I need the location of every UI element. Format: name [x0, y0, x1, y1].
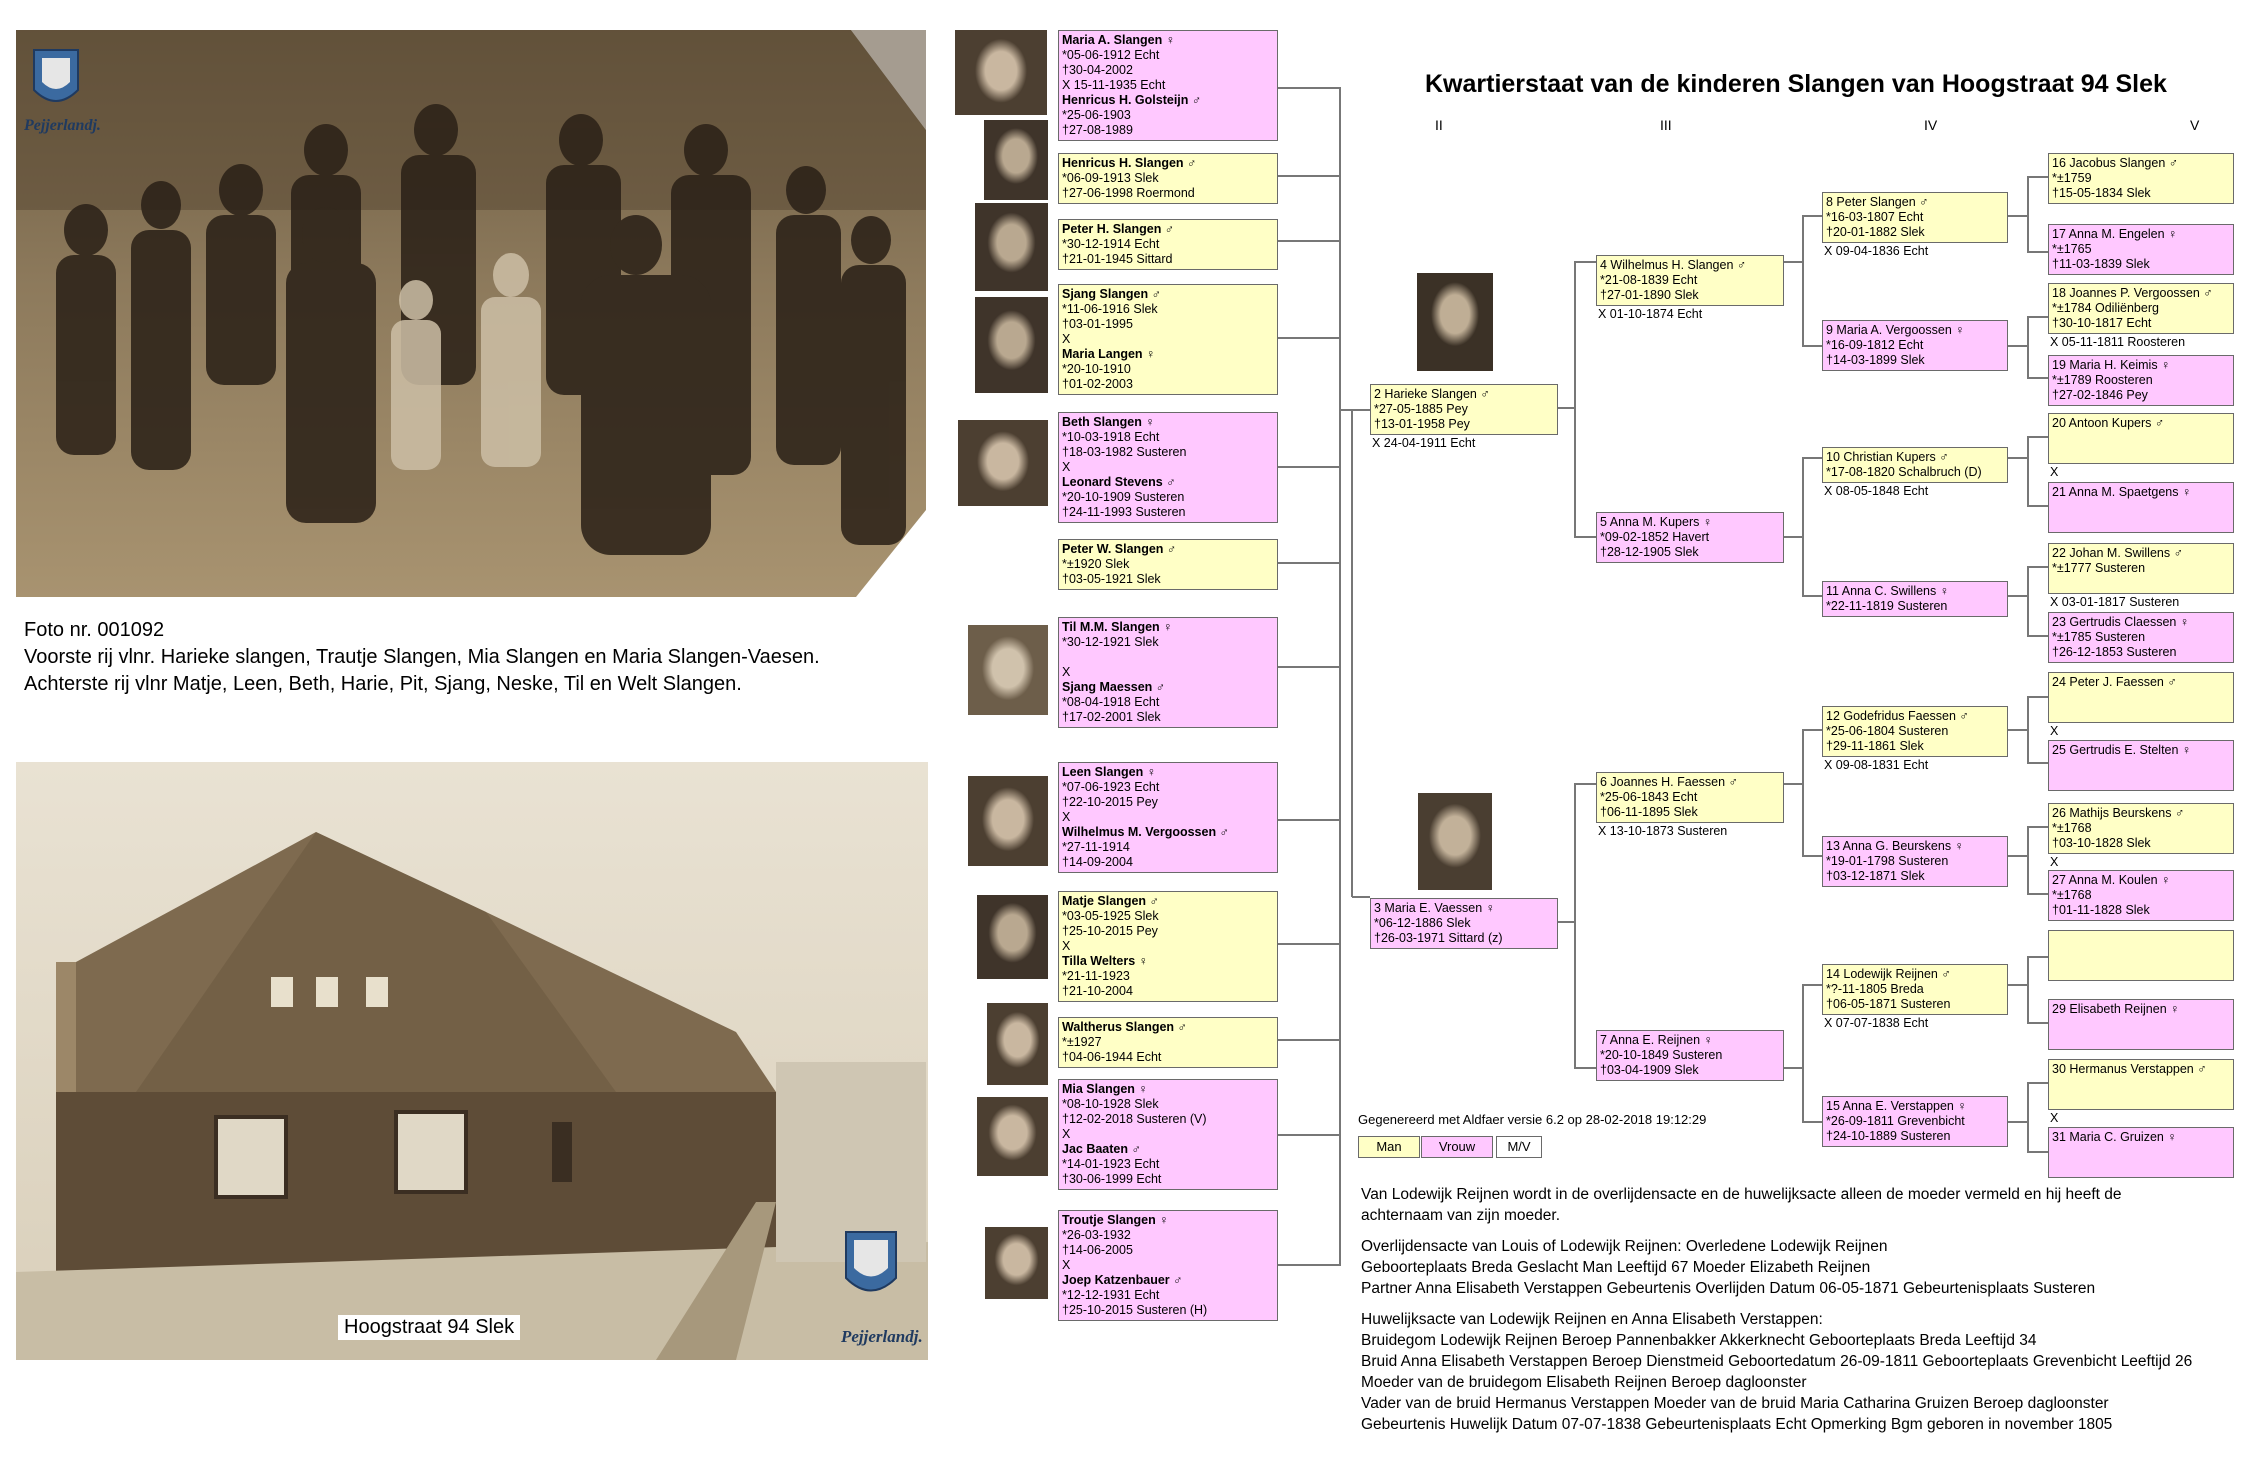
- portrait-thumbnail: [968, 776, 1048, 866]
- person-detail: †20-01-1882 Slek: [1826, 225, 1925, 239]
- child-box[interactable]: [1058, 30, 1278, 141]
- person-name: 12 Godefridus Faessen ♂: [1826, 709, 1969, 723]
- gen5-ancestor-box[interactable]: [2048, 999, 2234, 1050]
- person-detail: †04-06-1944 Echt: [1062, 1050, 1162, 1064]
- person-detail: †01-02-2003: [1062, 377, 1133, 391]
- marriage-date: X 07-07-1838 Echt: [1824, 1016, 1929, 1030]
- logo-text: Pejjerlandj.: [841, 1327, 923, 1346]
- child-box[interactable]: [1058, 762, 1278, 873]
- person-detail: †06-11-1895 Slek: [1600, 805, 1698, 819]
- person-name: 31 Maria C. Gruizen ♀: [2052, 1130, 2177, 1144]
- person-detail: †24-11-1993 Susteren: [1062, 505, 1186, 519]
- person-name: Matje Slangen ♂: [1062, 894, 1159, 908]
- grandparent-box[interactable]: [1596, 512, 1784, 563]
- note-line: Vader van de bruid Hermanus Verstappen Moeder van de bruid Maria Catharina Gruizen Beroep dagloonster: [1361, 1395, 2109, 1412]
- person-detail: X: [1062, 665, 1071, 679]
- gen5-ancestor-box[interactable]: [2048, 482, 2234, 533]
- person-detail: X: [1062, 460, 1071, 474]
- person-name: 8 Peter Slangen ♂: [1826, 195, 1929, 209]
- person-name: 13 Anna G. Beurskens ♀: [1826, 839, 1964, 853]
- person-detail: *16-03-1807 Echt: [1826, 210, 1924, 224]
- person-name: 5 Anna M. Kupers ♀: [1600, 515, 1713, 529]
- generation-label-iv: IV: [1924, 117, 1938, 133]
- person-name: 20 Antoon Kupers ♂: [2052, 416, 2165, 430]
- person-name: 29 Elisabeth Reijnen ♀: [2052, 1002, 2180, 1016]
- great-grandparent-box[interactable]: [1822, 320, 2008, 371]
- person-name: 4 Wilhelmus H. Slangen ♂: [1600, 258, 1747, 272]
- caption-front-row: Voorste rij vlnr. Harieke slangen, Trautje Slangen, Mia Slangen en Maria Slangen-Vaesen.: [24, 646, 820, 668]
- note-line: Van Lodewijk Reijnen wordt in de overlijdensacte en de huwelijksacte alleen de moeder vermeld en hij heeft de: [1361, 1186, 2122, 1203]
- child-box[interactable]: [1058, 1210, 1278, 1321]
- person-detail: *±1927: [1062, 1035, 1102, 1049]
- person-detail: X: [1062, 1127, 1071, 1141]
- person-name: 16 Jacobus Slangen ♂: [2052, 156, 2179, 170]
- note-paragraph: [1361, 1184, 2122, 1226]
- person-detail: *27-05-1885 Pey: [1374, 402, 1468, 416]
- person-detail: †17-02-2001 Slek: [1062, 710, 1161, 724]
- person-detail: *±1784 Odiliënberg: [2052, 301, 2159, 315]
- child-box[interactable]: [1058, 412, 1278, 523]
- person-detail: †27-01-1890 Slek: [1600, 288, 1699, 302]
- person-name: 25 Gertrudis E. Stelten ♀: [2052, 743, 2192, 757]
- person-detail: Jac Baaten ♂: [1062, 1142, 1141, 1156]
- page-title: Kwartierstaat van de kinderen Slangen van Hoogstraat 94 Slek: [1425, 70, 2167, 98]
- parent-box[interactable]: [1370, 384, 1558, 435]
- person-detail: †27-02-1846 Pey: [2052, 388, 2148, 402]
- person-detail: †30-06-1999 Echt: [1062, 1172, 1162, 1186]
- child-box[interactable]: [1058, 1079, 1278, 1190]
- person-name: Beth Slangen ♀: [1062, 415, 1155, 429]
- person-detail: Joep Katzenbauer ♂: [1062, 1273, 1183, 1287]
- great-grandparent-box[interactable]: [1822, 836, 2008, 887]
- person-detail: †03-05-1921 Slek: [1062, 572, 1161, 586]
- person-name: 19 Maria H. Keimis ♀: [2052, 358, 2171, 372]
- person-detail: *30-12-1914 Echt: [1062, 237, 1160, 251]
- person-detail: *10-03-1918 Echt: [1062, 430, 1160, 444]
- generation-label-iii: III: [1660, 117, 1672, 133]
- portrait-thumbnail: [985, 1227, 1048, 1299]
- person-detail: *14-01-1923 Echt: [1062, 1157, 1160, 1171]
- person-detail: *?-11-1805 Breda: [1826, 982, 1924, 996]
- gen5-ancestor-box[interactable]: [2048, 612, 2234, 663]
- person-detail: *27-11-1914: [1062, 840, 1130, 854]
- person-name: Peter H. Slangen ♂: [1062, 222, 1175, 236]
- person-detail: *±1785 Susteren: [2052, 630, 2146, 644]
- person-detail: †25-10-2015 Susteren (H): [1062, 1303, 1208, 1317]
- marriage-date: X: [2050, 465, 2059, 479]
- marriage-date: X: [2050, 855, 2059, 869]
- person-detail: *20-10-1909 Susteren: [1062, 490, 1185, 504]
- person-name: 6 Joannes H. Faessen ♂: [1600, 775, 1738, 789]
- person-detail: †11-03-1839 Slek: [2052, 257, 2150, 271]
- gen5-ancestor-box[interactable]: [2048, 543, 2234, 594]
- person-name: 3 Maria E. Vaessen ♀: [1374, 901, 1496, 915]
- person-detail: *25-06-1843 Echt: [1600, 790, 1698, 804]
- gen5-ancestor-box[interactable]: [2048, 930, 2234, 981]
- person-detail: *26-09-1811 Grevenbicht: [1826, 1114, 1965, 1128]
- gen5-ancestor-box[interactable]: [2048, 413, 2234, 464]
- portrait-thumbnail: [987, 1003, 1048, 1085]
- person-detail: *19-01-1798 Susteren: [1826, 854, 1949, 868]
- person-detail: †30-04-2002: [1062, 63, 1133, 77]
- person-detail: *17-08-1820 Schalbruch (D): [1826, 465, 1982, 479]
- person-detail: †28-12-1905 Slek: [1600, 545, 1699, 559]
- caption-back-row: Achterste rij vlnr Matje, Leen, Beth, Harie, Pit, Sjang, Neske, Til en Welt Slangen.: [24, 673, 742, 695]
- photo-number: Foto nr. 001092: [24, 619, 165, 641]
- great-grandparent-box[interactable]: [1822, 964, 2008, 1015]
- gen5-ancestor-box[interactable]: [2048, 1059, 2234, 1110]
- child-box[interactable]: [1058, 539, 1278, 590]
- person-detail: †03-12-1871 Slek: [1826, 869, 1925, 883]
- gen5-ancestor-box[interactable]: [2048, 803, 2234, 854]
- person-detail: *06-09-1913 Slek: [1062, 171, 1159, 185]
- person-detail: †27-06-1998 Roermond: [1062, 186, 1195, 200]
- person-detail: [1062, 650, 1274, 665]
- note-line: Partner Anna Elisabeth Verstappen Gebeurtenis Overlijden Datum 06-05-1871 Gebeurtenisplaats Susteren: [1361, 1280, 2096, 1297]
- person-detail: *±1920 Slek: [1062, 557, 1130, 571]
- child-box[interactable]: [1058, 153, 1278, 204]
- person-detail: X: [1062, 810, 1071, 824]
- parent-box[interactable]: [1370, 898, 1558, 949]
- person-detail: *09-02-1852 Havert: [1600, 530, 1710, 544]
- person-name: 9 Maria A. Vergoossen ♀: [1826, 323, 1965, 337]
- great-grandparent-box[interactable]: [1822, 192, 2008, 243]
- person-detail: †06-05-1871 Susteren: [1826, 997, 1951, 1011]
- person-name: 2 Harieke Slangen ♂: [1374, 387, 1490, 401]
- person-detail: †03-04-1909 Slek: [1600, 1063, 1699, 1077]
- person-detail: *±1789 Roosteren: [2052, 373, 2153, 387]
- person-name: Mia Slangen ♀: [1062, 1082, 1148, 1096]
- gen5-ancestor-box[interactable]: [2048, 283, 2234, 334]
- note-line: Overlijdensacte van Louis of Lodewijk Reijnen: Overledene Lodewijk Reijnen: [1361, 1238, 1888, 1255]
- person-name: 23 Gertrudis Claessen ♀: [2052, 615, 2190, 629]
- person-detail: †22-10-2015 Pey: [1062, 795, 1158, 809]
- logo-text: Pejjerlandj.: [24, 117, 101, 134]
- person-name: 10 Christian Kupers ♂: [1826, 450, 1949, 464]
- marriage-date: X 09-08-1831 Echt: [1824, 758, 1929, 772]
- gen5-ancestor-box[interactable]: [2048, 740, 2234, 791]
- person-name: Waltherus Slangen ♂: [1062, 1020, 1187, 1034]
- person-detail: †29-11-1861 Slek: [1826, 739, 1924, 753]
- person-detail: Sjang Maessen ♂: [1062, 680, 1166, 694]
- house-caption: Hoogstraat 94 Slek: [338, 1315, 520, 1340]
- person-detail: *±1777 Susteren: [2052, 561, 2146, 575]
- person-name: Peter W. Slangen ♂: [1062, 542, 1177, 556]
- marriage-date: X 08-05-1848 Echt: [1824, 484, 1929, 498]
- person-detail: †18-03-1982 Susteren: [1062, 445, 1187, 459]
- child-box[interactable]: [1058, 891, 1278, 1002]
- person-name: Henricus H. Slangen ♂: [1062, 156, 1197, 170]
- legend-man: Man: [1358, 1136, 1420, 1158]
- portrait-thumbnail: [955, 30, 1047, 115]
- person-name: 18 Joannes P. Vergoossen ♂: [2052, 286, 2213, 300]
- note-paragraph: [1361, 1309, 2192, 1435]
- person-detail: *21-08-1839 Echt: [1600, 273, 1698, 287]
- person-detail: Wilhelmus M. Vergoossen ♂: [1062, 825, 1229, 839]
- person-detail: *11-06-1916 Slek: [1062, 302, 1158, 316]
- legend-mv: M/V: [1496, 1136, 1542, 1158]
- person-detail: †03-01-1995: [1062, 317, 1133, 331]
- gen5-ancestor-box[interactable]: [2048, 870, 2234, 921]
- person-detail: †14-03-1899 Slek: [1826, 353, 1925, 367]
- note-line: Bruidegom Lodewijk Reijnen Beroep Pannenbakker Akkerknecht Geboorteplaats Breda Leeftijd 34: [1361, 1332, 2037, 1349]
- person-detail: †24-10-1889 Susteren: [1826, 1129, 1951, 1143]
- person-detail: †26-03-1971 Sittard (z): [1374, 931, 1503, 945]
- person-name: 26 Mathijs Beurskens ♂: [2052, 806, 2185, 820]
- gen5-ancestor-box[interactable]: [2048, 672, 2234, 723]
- person-detail: *08-10-1928 Slek: [1062, 1097, 1159, 1111]
- note-line: Gebeurtenis Huwelijk Datum 07-07-1838 Gebeurtenisplaats Echt Opmerking Bgm geboren in november 1805: [1361, 1416, 2113, 1433]
- great-grandparent-box[interactable]: [1822, 1096, 2008, 1147]
- person-detail: *±1768: [2052, 888, 2092, 902]
- person-detail: *26-03-1932: [1062, 1228, 1131, 1242]
- marriage-date: X: [2050, 724, 2059, 738]
- person-detail: †27-08-1989: [1062, 123, 1133, 137]
- marriage-date: X 03-01-1817 Susteren: [2050, 595, 2180, 609]
- portrait-thumbnail: [977, 895, 1048, 979]
- portrait-thumbnail: [968, 625, 1048, 715]
- marriage-date: X 01-10-1874 Echt: [1598, 307, 1703, 321]
- person-name: Troutje Slangen ♀: [1062, 1213, 1169, 1227]
- person-detail: *03-05-1925 Slek: [1062, 909, 1159, 923]
- person-detail: *25-06-1804 Susteren: [1826, 724, 1949, 738]
- father-portrait: [1417, 273, 1493, 371]
- person-detail: Leonard Stevens ♂: [1062, 475, 1176, 489]
- person-name: 22 Johan M. Swillens ♂: [2052, 546, 2183, 560]
- person-detail: *20-10-1910: [1062, 362, 1131, 376]
- person-name: 24 Peter J. Faessen ♂: [2052, 675, 2177, 689]
- person-detail: *±1768: [2052, 821, 2092, 835]
- portrait-thumbnail: [977, 1097, 1048, 1176]
- note-line: achternaam van zijn moeder.: [1361, 1207, 1561, 1224]
- person-detail: *12-12-1931 Echt: [1062, 1288, 1160, 1302]
- person-name: 27 Anna M. Koulen ♀: [2052, 873, 2171, 887]
- person-detail: X: [1062, 939, 1071, 953]
- legend-vrouw: Vrouw: [1421, 1136, 1493, 1158]
- person-name: 17 Anna M. Engelen ♀: [2052, 227, 2178, 241]
- marriage-date: X 24-04-1911 Echt: [1372, 436, 1476, 450]
- child-box[interactable]: [1058, 284, 1278, 395]
- person-detail: †15-05-1834 Slek: [2052, 186, 2151, 200]
- generation-label-v: V: [2190, 117, 2200, 133]
- grandparent-box[interactable]: [1596, 772, 1784, 823]
- person-detail: †25-10-2015 Pey: [1062, 924, 1158, 938]
- person-detail: Maria Langen ♀: [1062, 347, 1156, 361]
- marriage-date: X 09-04-1836 Echt: [1824, 244, 1929, 258]
- person-name: 7 Anna E. Reijnen ♀: [1600, 1033, 1713, 1047]
- portrait-thumbnail: [975, 203, 1048, 291]
- person-detail: †30-10-1817 Echt: [2052, 316, 2152, 330]
- marriage-date: X 05-11-1811 Roosteren: [2050, 335, 2186, 349]
- person-name: [2052, 933, 2230, 948]
- note-paragraph: [1361, 1236, 2095, 1299]
- person-detail: †26-12-1853 Susteren: [2052, 645, 2177, 659]
- person-detail: *16-09-1812 Echt: [1826, 338, 1924, 352]
- person-name: 11 Anna C. Swillens ♀: [1826, 584, 1950, 598]
- person-detail: X 15-11-1935 Echt: [1062, 78, 1166, 92]
- marriage-date: X 13-10-1873 Susteren: [1598, 824, 1728, 838]
- person-detail: †01-11-1828 Slek: [2052, 903, 2150, 917]
- person-detail: *21-11-1923: [1062, 969, 1130, 983]
- person-name: 30 Hermanus Verstappen ♂: [2052, 1062, 2207, 1076]
- person-detail: *06-12-1886 Slek: [1374, 916, 1471, 930]
- person-detail: †21-01-1945 Sittard: [1062, 252, 1173, 266]
- child-box[interactable]: [1058, 1017, 1278, 1068]
- mother-portrait: [1418, 793, 1492, 890]
- person-name: 14 Lodewijk Reijnen ♂: [1826, 967, 1951, 981]
- person-detail: *±1759: [2052, 171, 2092, 185]
- great-grandparent-box[interactable]: [1822, 706, 2008, 757]
- gen5-ancestor-box[interactable]: [2048, 153, 2234, 204]
- gen5-ancestor-box[interactable]: [2048, 355, 2234, 406]
- person-name: Leen Slangen ♀: [1062, 765, 1157, 779]
- person-detail: *25-06-1903: [1062, 108, 1131, 122]
- person-detail: X: [1062, 1258, 1071, 1272]
- person-name: 15 Anna E. Verstappen ♀: [1826, 1099, 1967, 1113]
- generation-label-ii: II: [1435, 117, 1443, 133]
- person-detail: †03-10-1828 Slek: [2052, 836, 2151, 850]
- note-line: Moeder van de bruidegom Elisabeth Reijnen Beroep dagloonster: [1361, 1374, 1807, 1391]
- marriage-date: X: [2050, 1111, 2059, 1125]
- person-detail: *08-04-1918 Echt: [1062, 695, 1160, 709]
- person-detail: Tilla Welters ♀: [1062, 954, 1149, 968]
- person-name: Maria A. Slangen ♀: [1062, 33, 1176, 47]
- grandparent-box[interactable]: [1596, 1030, 1784, 1081]
- child-box[interactable]: [1058, 617, 1278, 728]
- child-box[interactable]: [1058, 219, 1278, 270]
- portrait-thumbnail: [975, 297, 1048, 393]
- person-detail: *±1765: [2052, 242, 2092, 256]
- note-line: Huwelijksacte van Lodewijk Reijnen en Anna Elisabeth Verstappen:: [1361, 1311, 1823, 1328]
- great-grandparent-box[interactable]: [1822, 581, 2008, 617]
- person-detail: *05-06-1912 Echt: [1062, 48, 1160, 62]
- person-detail: †14-06-2005: [1062, 1243, 1133, 1257]
- great-grandparent-box[interactable]: [1822, 447, 2008, 483]
- person-detail: †14-09-2004: [1062, 855, 1133, 869]
- person-detail: X: [1062, 332, 1071, 346]
- person-detail: †21-10-2004: [1062, 984, 1133, 998]
- gen5-ancestor-box[interactable]: [2048, 224, 2234, 275]
- gen5-ancestor-box[interactable]: [2048, 1127, 2234, 1178]
- person-detail: †12-02-2018 Susteren (V): [1062, 1112, 1207, 1126]
- person-name: Sjang Slangen ♂: [1062, 287, 1161, 301]
- person-detail: *20-10-1849 Susteren: [1600, 1048, 1723, 1062]
- portrait-thumbnail: [958, 420, 1048, 506]
- person-detail: †13-01-1958 Pey: [1374, 417, 1470, 431]
- person-name: Til M.M. Slangen ♀: [1062, 620, 1173, 634]
- grandparent-box[interactable]: [1596, 255, 1784, 306]
- note-line: Bruid Anna Elisabeth Verstappen Beroep Dienstmeid Geboortedatum 26-09-1811 Geboorteplaats Grevenbicht Leeftijd 26: [1361, 1353, 2193, 1370]
- person-detail: *22-11-1819 Susteren: [1826, 599, 1948, 613]
- person-detail: *30-12-1921 Slek: [1062, 635, 1159, 649]
- generated-note: Gegenereerd met Aldfaer versie 6.2 op 28-02-2018 19:12:29: [1358, 1112, 1707, 1127]
- portrait-thumbnail: [984, 120, 1048, 200]
- person-name: 21 Anna M. Spaetgens ♀: [2052, 485, 2192, 499]
- person-detail: Henricus H. Golsteijn ♂: [1062, 93, 1202, 107]
- note-line: Geboorteplaats Breda Geslacht Man Leeftijd 67 Moeder Elizabeth Reijnen: [1361, 1259, 1871, 1276]
- person-detail: *07-06-1923 Echt: [1062, 780, 1160, 794]
